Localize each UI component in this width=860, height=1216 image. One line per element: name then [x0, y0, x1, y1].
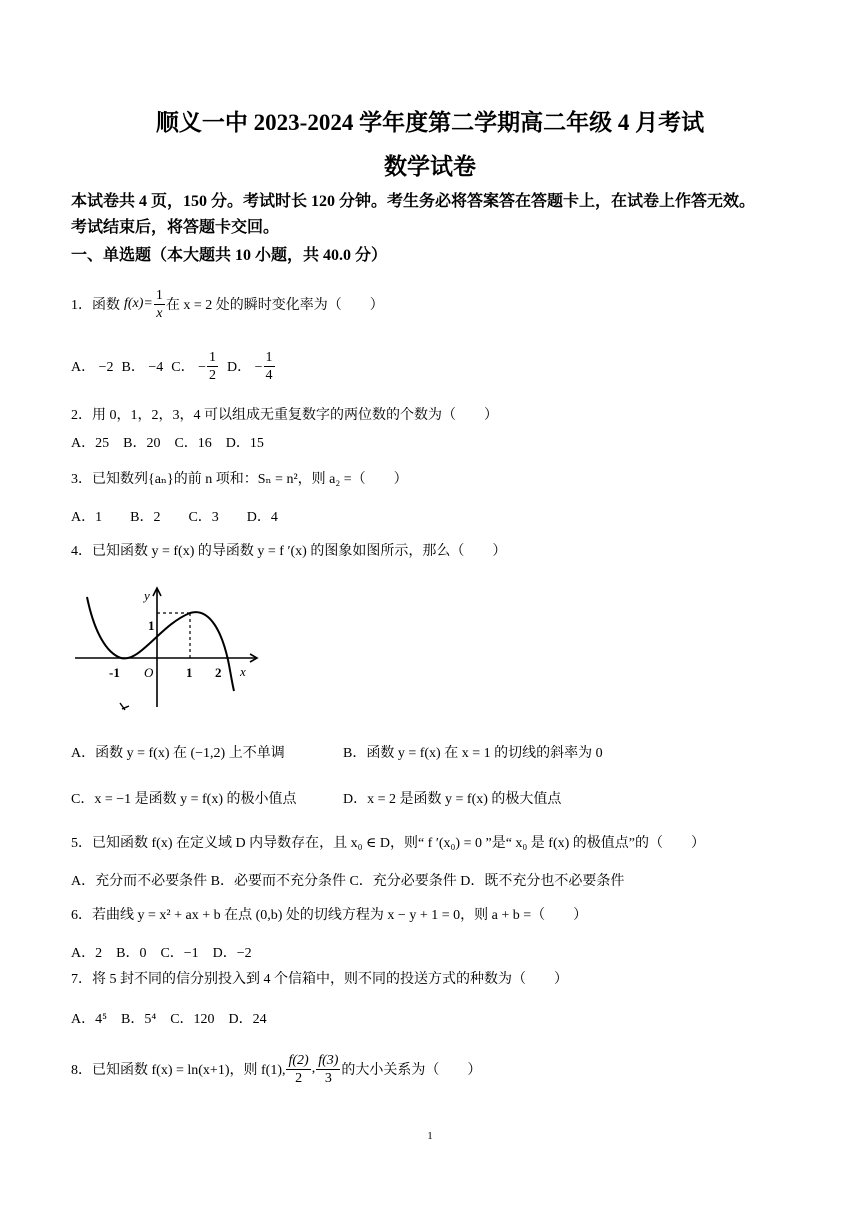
q1-suffix: 在 x = 2 处的瞬时变化率为（ ） — [165, 298, 384, 313]
q8-frac2-num: f(3) — [318, 1052, 339, 1068]
q1-option-d-num: 1 — [265, 349, 273, 365]
section-heading: 一、单选题（本大题共 10 小题，共 40.0 分） — [71, 247, 388, 264]
q3-options: A．1 B．2 C．3 D．4 — [71, 510, 278, 525]
notice-line-2: 考试结束后，将答题卡交回。 — [71, 219, 280, 236]
question-5: 5．已知函数 f(x) 在定义域 D 内导数存在，且 x₀ ∈ D，则“ f ′(x₀) = 0 ”是“ x₀ 是 f(x) 的极值点”的（ ） — [71, 836, 705, 851]
notice-line-1: 本试卷共 4 页，150 分。考试时长 120 分钟。考生务必将答案答在答题卡上，在试卷上作答无效。 — [71, 193, 756, 210]
q4-option-b: B．函数 y = f(x) 在 x = 1 的切线的斜率为 0 — [343, 746, 603, 761]
q8-fraction-2 — [316, 1052, 340, 1087]
graph-y-label: y — [144, 588, 150, 603]
q1-option-d-label: D． − — [226, 360, 263, 375]
question-1 — [71, 282, 384, 326]
q4-option-c: C．x = −1 是函数 y = f(x) 的极小值点 — [71, 792, 297, 807]
q1-fx: f(x)= — [124, 296, 153, 311]
question-7: 7．将 5 封不同的信分别投入到 4 个信箱中，则不同的投送方式的种数为（ ） — [71, 972, 568, 987]
q1-option-c-den: 2 — [208, 367, 216, 383]
page-number: 1 — [427, 1130, 433, 1142]
q8-prefix: 8．已知函数 f(x) = ln(x+1)，则 f(1), — [71, 1063, 286, 1078]
scan-mark — [120, 703, 129, 710]
q1-frac-num: 1 — [155, 287, 163, 303]
q4-option-a: A．函数 y = f(x) 在 (−1,2) 上不单调 — [71, 746, 285, 761]
q1-option-d — [227, 349, 276, 384]
q1-option-a: A． −2 — [71, 360, 114, 375]
q1-option-d-den: 4 — [265, 367, 273, 383]
exam-subtitle: 数学试卷 — [384, 154, 476, 179]
derivative-graph — [72, 583, 267, 715]
q8-frac1-den: 2 — [295, 1070, 303, 1086]
exam-title: 顺义一中 2023-2024 学年度第二学期高二年级 4 月考试 — [155, 110, 705, 135]
question-4: 4．已知函数 y = f(x) 的导函数 y = f ′(x) 的图象如图所示，那么（ ） — [71, 544, 507, 559]
q1-fraction — [154, 287, 165, 322]
q1-option-c-num: 1 — [208, 349, 216, 365]
graph-origin-label: O — [144, 665, 154, 680]
q1-options — [71, 344, 276, 388]
question-6: 6．若曲线 y = x² + ax + b 在点 (0,b) 处的切线方程为 x − y + 1 = 0，则 a + b =（ ） — [71, 908, 588, 923]
q1-option-c — [171, 349, 219, 384]
question-8: 8．已知函数 f(x) = ln(x+1)，则 f(1), $\frac{f(2)}{2}$ , $\frac{f(3)}{3}$ 的大小关系为（ ） — [71, 1052, 482, 1086]
q8-frac2-den: 3 — [324, 1070, 332, 1086]
question-2: 2．用 0，1，2，3，4 可以组成无重复数字的两位数的个数为（ ） — [71, 408, 498, 423]
q8-frac1-num: f(2) — [288, 1052, 309, 1068]
q1-option-c-label: C． − — [171, 360, 206, 375]
q1-option-b: B． −4 — [121, 360, 164, 375]
q6-options: A．2 B．0 C．−1 D．−2 — [71, 946, 252, 961]
q8-fraction-1 — [286, 1052, 310, 1087]
question-3: 3．已知数列{aₙ}的前 n 项和：Sₙ = n²，则 a₂ =（ ） — [71, 472, 408, 487]
q1-prefix: 1．函数 — [71, 298, 120, 313]
q2-options: A．25 B．20 C．16 D．15 — [71, 436, 264, 451]
q1-frac-den: x — [156, 305, 163, 321]
q5-options: A．充分而不必要条件 B．必要而不充分条件 C．充分必要条件 D．既不充分也不必要条件 — [71, 874, 625, 889]
q4-option-d: D．x = 2 是函数 y = f(x) 的极大值点 — [343, 792, 562, 807]
q7-options: A．4⁵ B．5⁴ C．120 D．24 — [71, 1012, 267, 1027]
graph-x-label: x — [240, 664, 246, 679]
graph-tick-y1: 1 — [148, 618, 155, 633]
graph-tick-2: 2 — [215, 665, 222, 680]
graph-tick-neg1: -1 — [109, 665, 120, 680]
q8-suffix: 的大小关系为（ ） — [341, 1063, 482, 1078]
graph-tick-1: 1 — [186, 665, 193, 680]
